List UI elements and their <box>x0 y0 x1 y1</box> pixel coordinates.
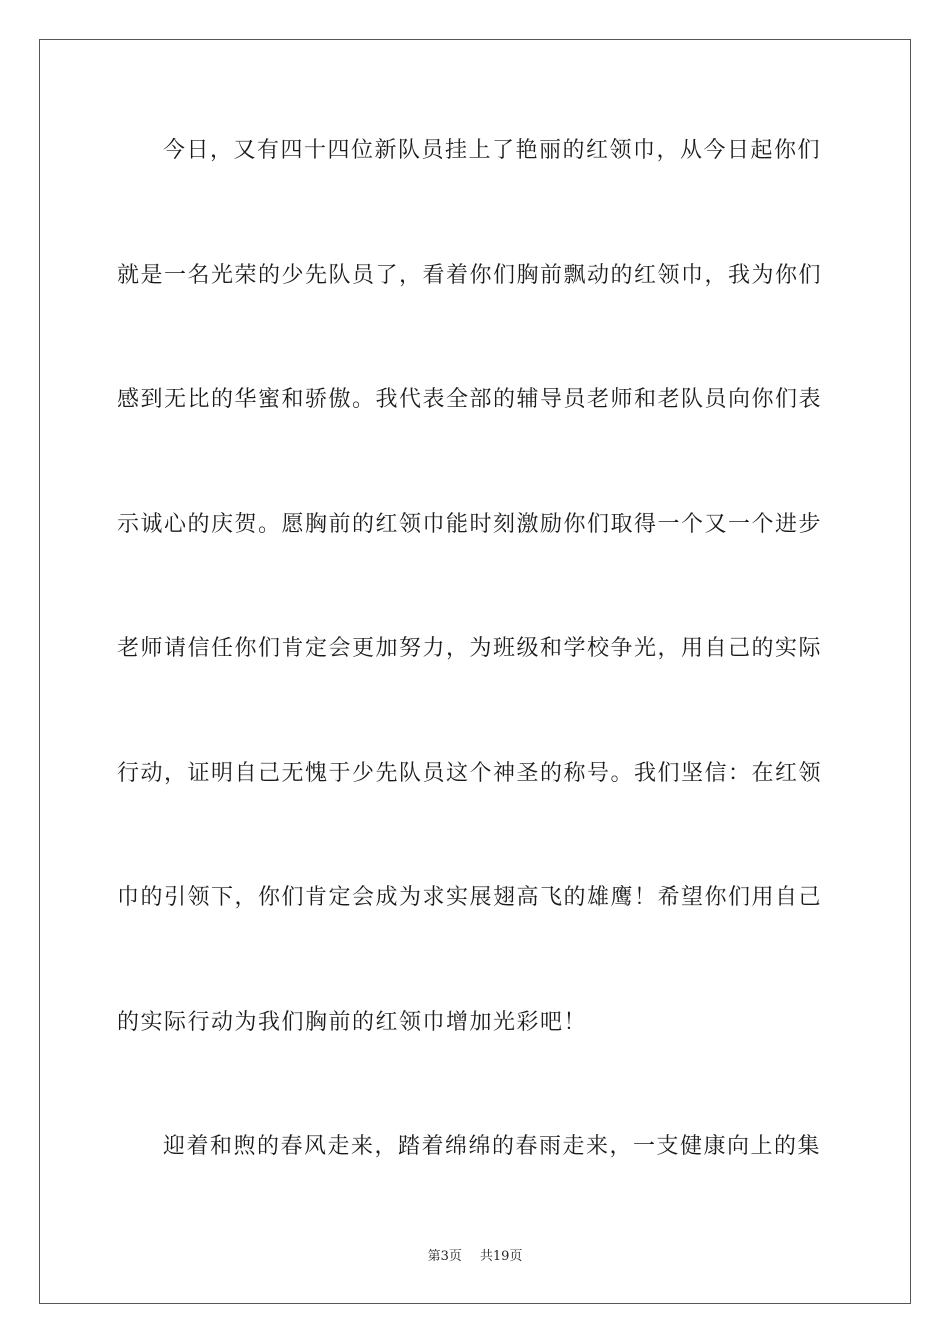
page-footer <box>0 1248 950 1266</box>
paragraph-1-line-7: 巾的引领下，你们肯定会成为求实展翅高飞的雄鹰！希望你们用自己 <box>117 885 823 910</box>
paragraph-2-line-1: 迎着和煦的春风走来，踏着绵绵的春雨走来，一支健康向上的集 <box>163 1134 822 1159</box>
page-total: 共19页 <box>479 1249 523 1264</box>
page-border <box>39 39 911 1304</box>
paragraph-1-line-2: 就是一名光荣的少先队员了，看着你们胸前飘动的红领巾，我为你们 <box>117 263 823 288</box>
page-number: 第3页 <box>427 1249 462 1264</box>
paragraph-1-line-5: 老师请信任你们肯定会更加努力，为班级和学校争光，用自己的实际 <box>117 636 823 661</box>
paragraph-1-line-6: 行动，证明自己无愧于少先队员这个神圣的称号。我们坚信：在红领 <box>117 761 823 786</box>
paragraph-1-line-4: 示诚心的庆贺。愿胸前的红领巾能时刻激励你们取得一个又一个进步 <box>117 512 823 537</box>
paragraph-1-line-1: 今日，又有四十四位新队员挂上了艳丽的红领巾，从今日起你们 <box>163 138 822 163</box>
paragraph-1-line-3: 感到无比的华蜜和骄傲。我代表全部的辅导员老师和老队员向你们表 <box>117 387 823 412</box>
paragraph-1-line-8: 的实际行动为我们胸前的红领巾增加光彩吧！ <box>117 1010 588 1035</box>
